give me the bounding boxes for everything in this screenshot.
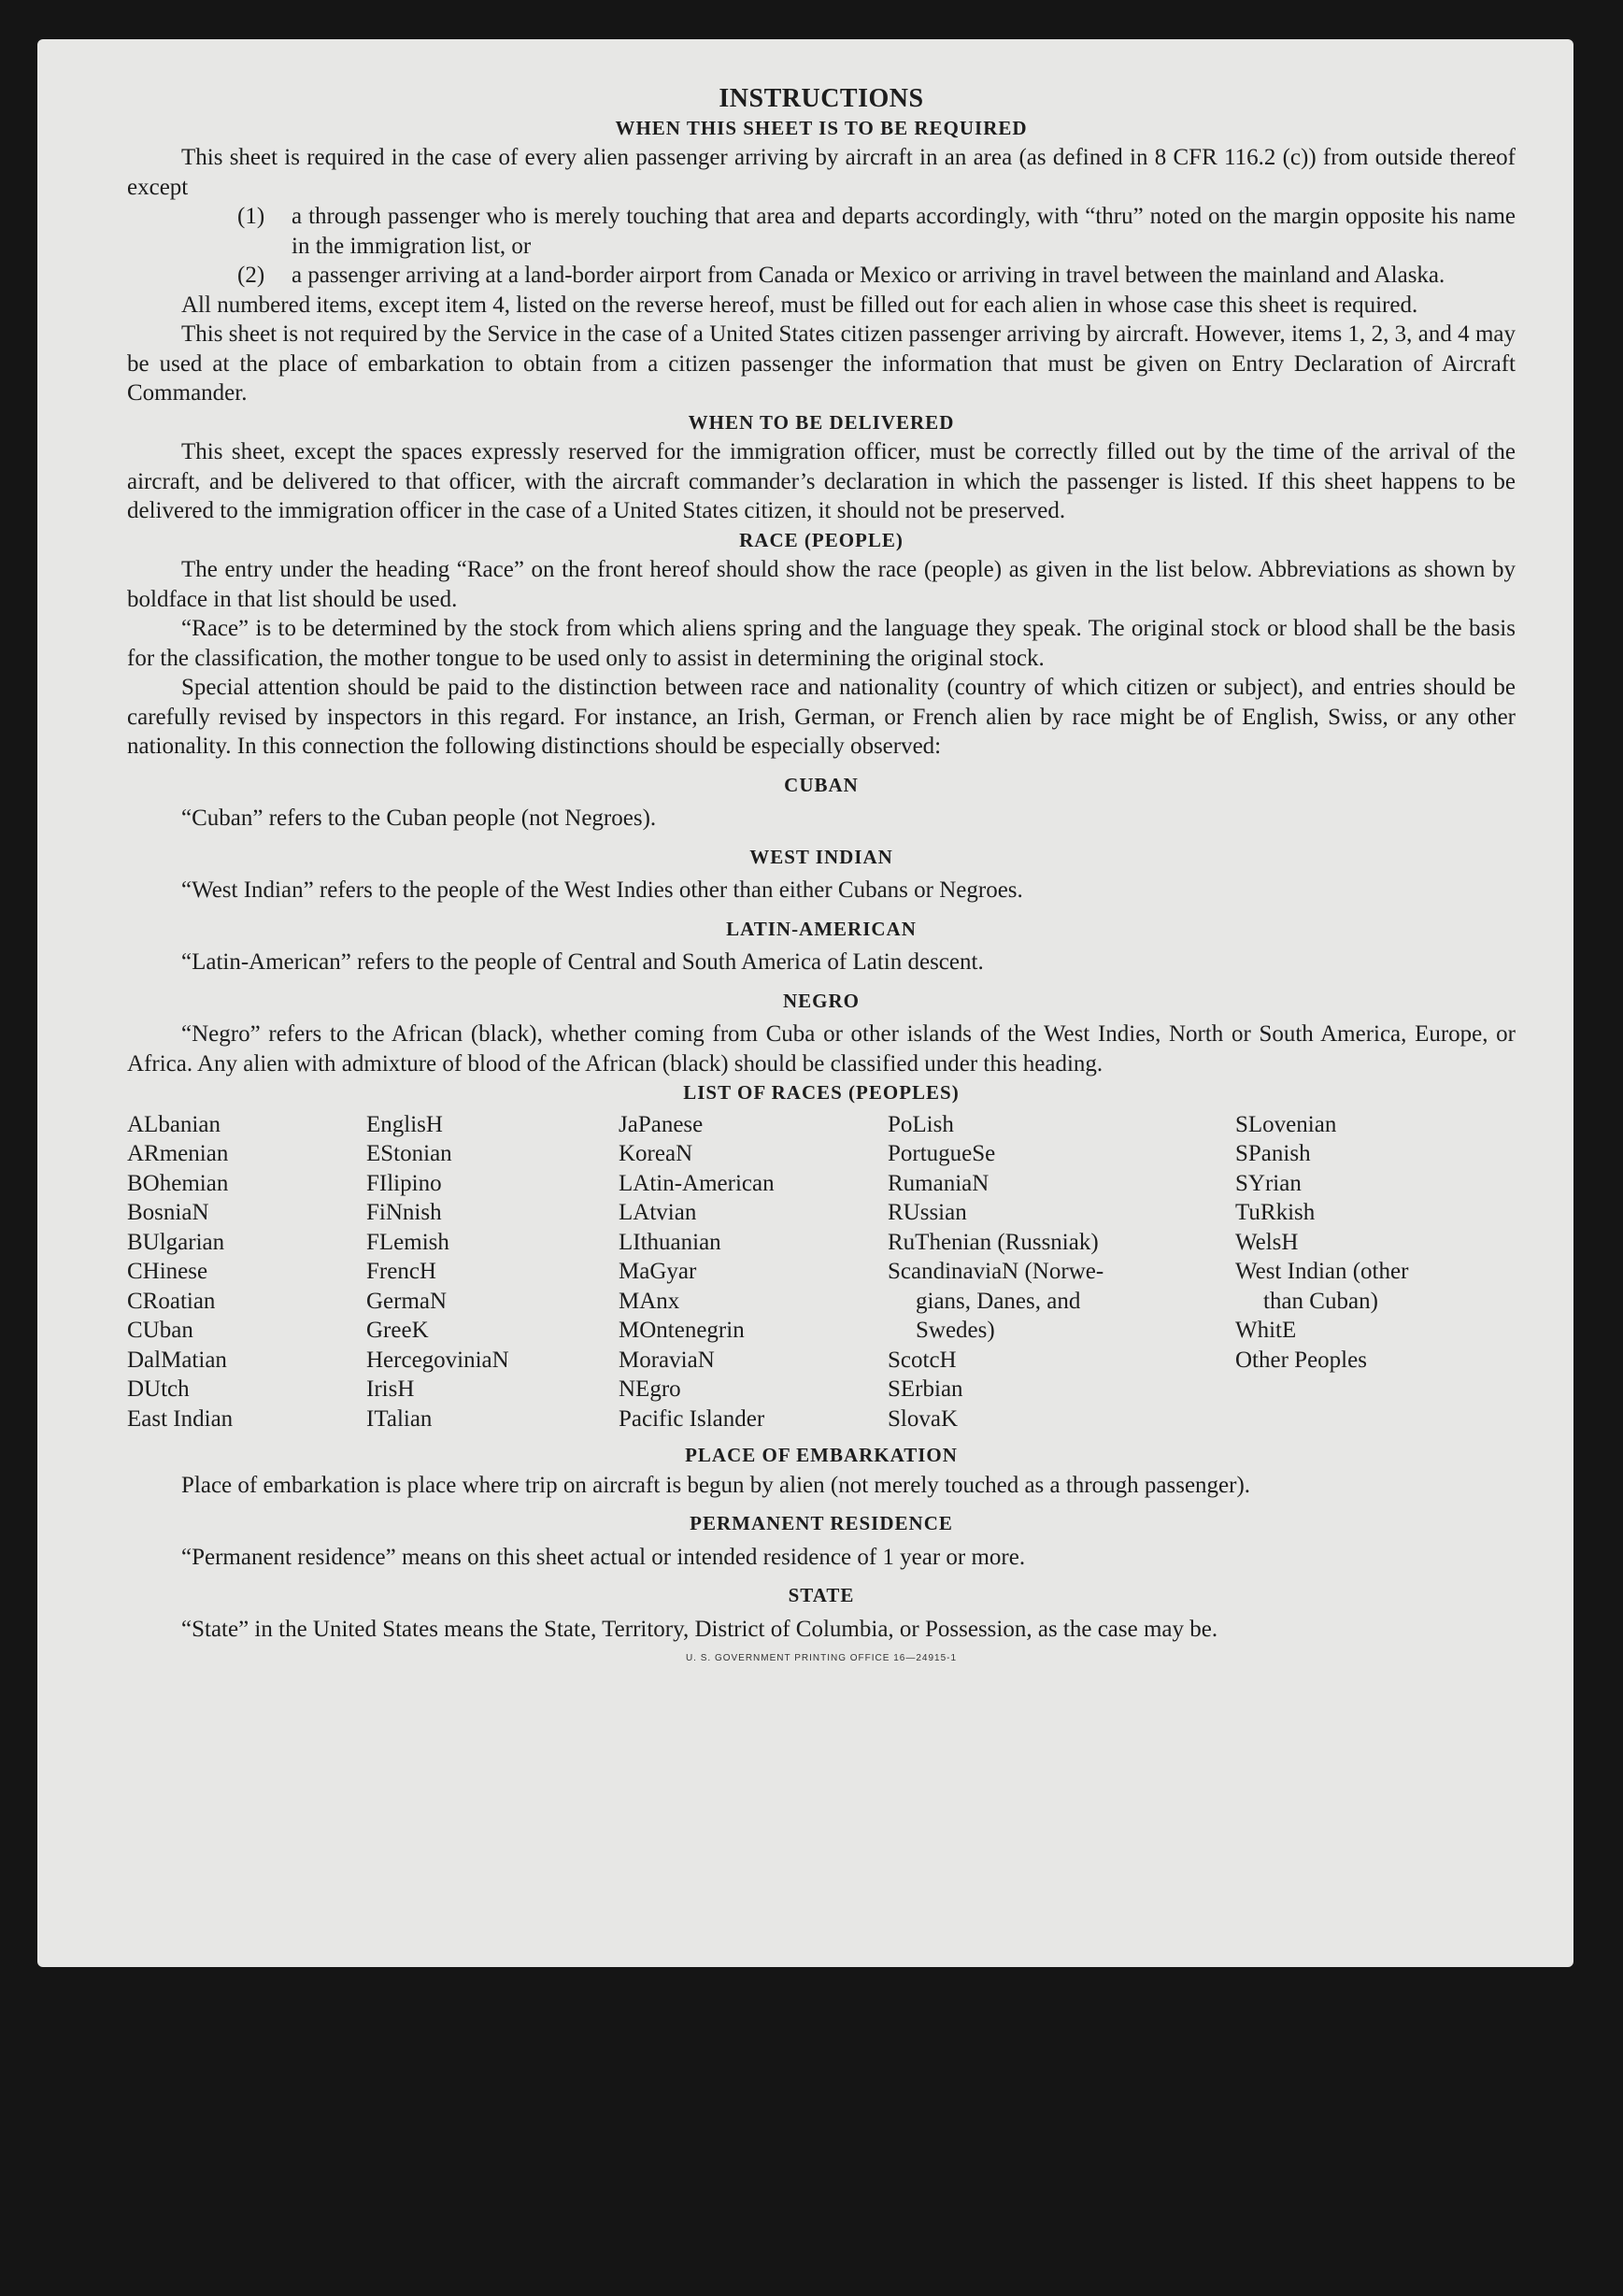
race-entry: GreeK [366,1318,429,1343]
section-heading-cuban: CUBAN [784,773,859,796]
race-entry: LAtin-American [619,1170,775,1196]
races-table [127,1110,1516,1434]
paragraph: This sheet is not required by the Service in the case of a United States citizen passenger arriving by aircraft. However, items 1, 2, 3, and 4 may be used at the place of embarkation to obtain from a citizen passenger the information that must be given on Entry Declaration of Aircraft Commander. [127,321,1516,406]
race-entry: LAtvian [619,1200,697,1225]
races-column [366,1110,619,1434]
race-entry: Swedes) [916,1318,995,1343]
paragraph: This sheet is required in the case of every alien passenger arriving by aircraft in an area (as defined in 8 CFR 116.2 (c)) from outside thereof except [127,145,1516,200]
race-entry: MoraviaN [619,1347,715,1373]
paragraph: This sheet, except the spaces expressly reserved for the immigration officer, must be correctly filled out by the time of the arrival of the aircraft, and be delivered to that officer, with the aircraft commander’s declaration in which the passenger is listed. If this sheet happens to be delivered to the immigration officer in the case of a United States citizen, it should not be preserved. [127,439,1516,523]
paragraph: “Race” is to be determined by the stock from which aliens spring and the language they speak. The original stock or blood shall be the basis for the classification, the mother tongue to be used only to assist in determining the original stock. [127,616,1516,671]
race-entry: CRoatian [127,1288,216,1314]
race-entry: CUban [127,1318,193,1343]
section-heading-embarkation: PLACE OF EMBARKATION [685,1444,958,1466]
list-number: (1) [237,204,265,229]
race-entry: BUlgarian [127,1229,225,1255]
paragraph: Place of embarkation is place where trip on aircraft is begun by alien (not merely touched as a through passenger). [181,1472,1251,1498]
race-entry: CHinese [127,1259,208,1284]
paragraph: “Permanent residence” means on this sheet actual or intended residence of 1 year or more. [181,1544,1026,1570]
race-entry: MaGyar [619,1259,697,1284]
race-entry: GermaN [366,1288,448,1314]
race-entry: SPanish [1235,1141,1311,1166]
list-text: a passenger arriving at a land-border airport from Canada or Mexico or arriving in travel between the mainland and Alaska. [292,263,1445,288]
race-entry: DUtch [127,1376,190,1402]
section-heading-west-indian: WEST INDIAN [749,845,893,868]
race-entry: Other Peoples [1235,1347,1367,1373]
paragraph: “Negro” refers to the African (black), whether coming from Cuba or other islands of the West Indies, North or South America, Europe, or Africa. Any alien with admixture of blood of the African (black) should be classified under this heading. [127,1021,1516,1077]
race-entry: West Indian (other [1235,1259,1409,1284]
race-entry: RumaniaN [888,1170,989,1196]
races-column [888,1110,1235,1434]
race-entry: DalMatian [127,1347,227,1373]
race-entry: PoLish [888,1111,954,1137]
race-entry: LIthuanian [619,1229,721,1255]
list-text: a through passenger who is merely touching that area and departs accordingly, with “thru” noted on the margin opposite his name in the immigration list, or [292,204,1516,259]
race-entry: SLovenian [1235,1111,1337,1137]
section-heading-delivered: WHEN TO BE DELIVERED [688,410,955,434]
paragraph: The entry under the heading “Race” on the front hereof should show the race (people) as given in the list below. Abbreviations as shown by boldface in that list should be used. [127,557,1516,612]
paragraph: All numbered items, except item 4, listed on the reverse hereof, must be filled out for each alien in whose case this sheet is required. [181,292,1418,318]
race-entry: ITalian [366,1405,433,1432]
document-body [127,84,1516,1674]
race-entry: IrisH [366,1376,415,1402]
paragraph: “Cuban” refers to the Cuban people (not Negroes). [181,806,657,831]
list-number: (2) [237,263,265,288]
race-entry: RuThenian (Russniak) [888,1229,1099,1255]
race-entry: PortugueSe [888,1141,996,1166]
list-item [237,261,1516,291]
race-entry: WhitE [1235,1318,1297,1343]
race-entry: BOhemian [127,1170,229,1196]
race-entry: HercegoviniaN [366,1347,509,1373]
race-entry: FiNnish [366,1200,442,1225]
race-entry: EStonian [366,1141,452,1166]
race-entry: NEgro [619,1376,681,1402]
section-heading-negro: NEGRO [782,989,860,1012]
paragraph: “Latin-American” refers to the people of Central and South America of Latin descent. [181,949,984,975]
race-entry: RUssian [888,1200,967,1225]
race-entry: JaPanese [619,1111,704,1137]
race-entry: WelsH [1235,1229,1299,1255]
list-item [237,202,1516,261]
race-entry: ARmenian [127,1141,229,1166]
section-heading-latin-american: LATIN-AMERICAN [726,917,917,940]
page-title: INSTRUCTIONS [719,84,924,113]
race-entry: SErbian [888,1376,963,1402]
race-entry: SlovaK [888,1405,958,1432]
race-entry: MOntenegrin [619,1318,745,1343]
race-entry: Pacific Islander [619,1405,765,1432]
race-entry: FrencH [366,1259,436,1284]
document-sheet [37,39,1573,1967]
race-entry: BosniaN [127,1200,209,1225]
race-entry: East Indian [127,1405,234,1432]
section-heading-residence: PERMANENT RESIDENCE [690,1512,953,1534]
race-entry: ScandinaviaN (Norwe- [888,1259,1104,1284]
section-heading-race: RACE (PEOPLE) [739,528,904,551]
races-column [1235,1110,1516,1434]
race-entry: EnglisH [366,1111,443,1137]
printer-imprint: U. S. GOVERNMENT PRINTING OFFICE 16—24915-1 [685,1653,958,1663]
paragraph: “State” in the United States means the State, Territory, District of Columbia, or Possession, as the case may be. [181,1616,1218,1642]
race-entry: gians, Danes, and [916,1288,1081,1314]
race-entry: FLemish [366,1229,449,1255]
race-entry: than Cuban) [1263,1288,1378,1314]
races-column [127,1110,366,1434]
race-entry: MAnx [619,1288,680,1314]
paragraph: Special attention should be paid to the distinction between race and nationality (country of which citizen or subject), and entries should be carefully revised by inspectors in this regard. For instance, an Irish, German, or French alien by race might be of English, Swiss, or any other nationality. In this connection the following distinctions should be especially observed: [127,675,1516,759]
race-entry: SYrian [1235,1170,1302,1196]
race-entry: ALbanian [127,1111,221,1137]
race-entry: ScotcH [888,1347,957,1373]
race-entry: KoreaN [619,1141,693,1166]
races-heading: LIST OF RACES (PEOPLES) [683,1081,960,1104]
section-heading-required: WHEN THIS SHEET IS TO BE REQUIRED [615,116,1028,139]
races-column [619,1110,888,1434]
paragraph: “West Indian” refers to the people of the West Indies other than either Cubans or Negroes. [181,877,1023,903]
race-entry: FIlipino [366,1170,442,1196]
race-entry: TuRkish [1235,1200,1316,1225]
section-heading-state: STATE [788,1584,855,1606]
